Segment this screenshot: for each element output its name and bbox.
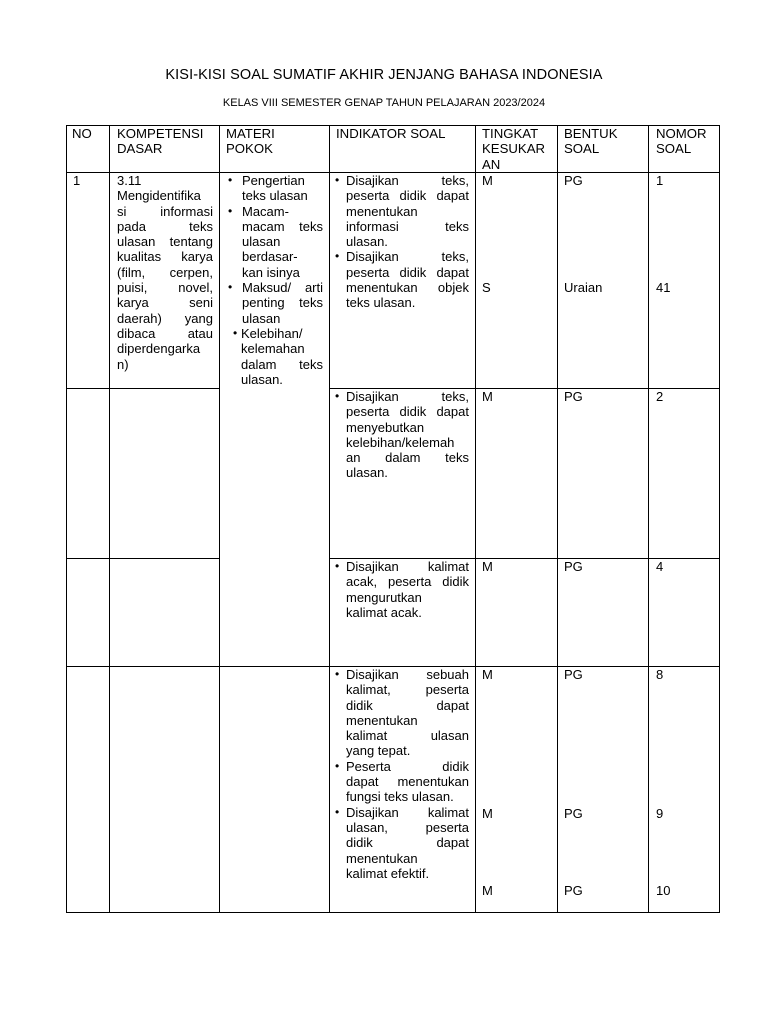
header-kompetensi-line: DASAR	[117, 141, 163, 157]
materi-item	[224, 326, 323, 387]
column-divider	[557, 125, 558, 913]
text-line: teks ulasan	[242, 188, 308, 204]
text-line: (film, cerpen,	[117, 264, 213, 280]
text-line: kan isinya	[242, 264, 300, 280]
bentuk-value: PG	[564, 806, 583, 821]
header-nomor-line: SOAL	[656, 141, 692, 157]
nomor-value: 10	[656, 883, 671, 898]
row2-indikator	[335, 389, 469, 481]
text-line: • Kelebihan/	[241, 325, 303, 341]
row4-indikator	[335, 667, 469, 881]
text-line: menyebutkan	[346, 419, 425, 435]
row1-bentuk	[564, 280, 602, 295]
tingkat-value: M	[482, 667, 493, 682]
text-line: puisi, novel,	[117, 280, 213, 296]
text-line: ulasan.	[346, 465, 388, 481]
row3-indikator	[335, 559, 469, 620]
indikator-item	[335, 805, 469, 881]
text-line: menentukan	[346, 203, 418, 219]
row2-bentuk	[564, 389, 583, 404]
indikator-item	[335, 173, 469, 249]
text-line: dalam teks	[241, 356, 323, 372]
nomor-value: 8	[656, 667, 664, 682]
text-line: ulasan.	[346, 234, 388, 250]
row1-indikator	[335, 173, 469, 311]
header-materi-pokok	[226, 126, 275, 157]
row4-tingkat	[482, 667, 493, 682]
row1-no	[73, 173, 80, 188]
text-line: peserta didik dapat	[346, 188, 469, 204]
text-line: didik dapat	[346, 697, 469, 713]
materi-item	[224, 204, 323, 280]
text-line: macam teks	[242, 218, 323, 234]
row4-bentuk	[564, 806, 583, 821]
document-title: KISI-KISI SOAL SUMATIF AKHIR JENJANG BAHASA INDONESIA	[165, 67, 603, 83]
text-line: Mengidentifika	[117, 188, 201, 204]
row1-nomor	[656, 173, 663, 188]
indikator-item	[335, 249, 469, 310]
header-nomor-line: NOMOR	[656, 126, 707, 141]
row4-tingkat	[482, 806, 493, 821]
text-line: penting teks	[242, 295, 323, 311]
text-line: dibaca atau	[117, 325, 213, 341]
bentuk-value: PG	[564, 667, 583, 682]
nomor-value: 9	[656, 806, 664, 821]
text-line: ulasan, peserta	[346, 819, 469, 835]
row-divider	[66, 558, 219, 559]
row2-tingkat	[482, 389, 493, 404]
column-divider	[109, 125, 110, 913]
text-line: mengurutkan	[346, 589, 422, 605]
row4-nomor	[656, 667, 663, 682]
text-line: kalimat, peserta	[346, 682, 469, 698]
text-line: • Peserta didik	[346, 758, 469, 774]
bentuk-value: PG	[564, 883, 583, 898]
text-line: kualitas karya	[117, 249, 213, 265]
nomor-value: 1	[656, 173, 664, 188]
kd-code: 3.11	[117, 173, 142, 188]
text-line: ulasan	[242, 234, 281, 250]
text-line: kalimat efektif.	[346, 865, 430, 881]
text-line: karya seni	[117, 295, 213, 311]
row3-nomor	[656, 559, 663, 574]
text-line: • Disajikan teks,	[346, 249, 469, 265]
header-no-text: NO	[72, 126, 92, 141]
row4-tingkat	[482, 883, 493, 898]
text-line: ulasan tentang	[117, 234, 213, 250]
text-line: pada teks	[117, 218, 213, 234]
text-line: • Disajikan sebuah	[346, 667, 469, 682]
materi-pokok-list	[224, 173, 323, 387]
text-line: an dalam teks	[346, 450, 469, 466]
header-tingkat-line: KESUKAR	[482, 141, 546, 157]
text-line: • Macam-	[242, 203, 289, 219]
text-line: acak, peserta didik	[346, 574, 469, 590]
column-divider	[719, 125, 720, 913]
indikator-item	[335, 667, 469, 759]
header-kompetensi-dasar	[117, 126, 203, 157]
text-line: didik dapat	[346, 835, 469, 851]
text-line: • Disajikan teks,	[346, 173, 469, 188]
row3-tingkat	[482, 559, 493, 574]
column-divider	[475, 125, 476, 913]
header-bentuk-line: BENTUK	[564, 126, 618, 141]
text-line: yang tepat.	[346, 743, 411, 759]
text-line: si informasi	[117, 203, 213, 219]
header-bentuk-line: SOAL	[564, 141, 600, 157]
column-divider	[329, 125, 330, 913]
text-line: kelebihan/kelemah	[346, 434, 455, 450]
row1-tingkat	[482, 280, 491, 295]
text-line: kalimat acak.	[346, 604, 422, 620]
header-tingkat-kesukaran	[482, 126, 545, 172]
kd-description	[117, 188, 213, 372]
indikator-item	[335, 759, 469, 805]
bentuk-value: Uraian	[564, 280, 603, 295]
materi-item	[224, 280, 323, 326]
nomor-value: 2	[656, 389, 664, 404]
tingkat-value: S	[482, 280, 491, 295]
row1-no-text: 1	[73, 173, 81, 188]
text-line: menentukan objek	[346, 280, 469, 296]
row4-bentuk	[564, 883, 583, 898]
row2-nomor	[656, 389, 663, 404]
text-line: • Disajikan kalimat	[346, 559, 469, 574]
header-tingkat-line: AN	[482, 156, 501, 172]
text-line: • Maksud/ arti	[242, 280, 323, 296]
header-tingkat-line: TINGKAT	[482, 126, 539, 141]
header-kompetensi-line: KOMPETENSI	[117, 126, 204, 141]
document-subtitle: KELAS VIII SEMESTER GENAP TAHUN PELAJARAN 2023/2024	[222, 97, 546, 109]
tingkat-value: M	[482, 883, 493, 898]
text-line: ulasan.	[241, 371, 283, 387]
header-materi-line: MATERI	[226, 126, 275, 141]
text-line: fungsi teks ulasan.	[346, 789, 454, 805]
text-line: kelemahan	[241, 341, 305, 357]
header-nomor-soal	[656, 126, 707, 157]
text-line: menentukan	[346, 850, 418, 866]
text-line: n)	[117, 356, 129, 372]
row4-nomor	[656, 883, 670, 898]
row1-kompetensi-dasar	[117, 173, 213, 372]
header-no	[72, 126, 92, 141]
column-divider	[219, 125, 220, 913]
materi-item	[224, 173, 323, 204]
tingkat-value: M	[482, 806, 493, 821]
text-line: • Disajikan kalimat	[346, 804, 469, 820]
indikator-item	[335, 559, 469, 620]
text-line: dapat menentukan	[346, 774, 469, 790]
row3-bentuk	[564, 559, 583, 574]
text-line: peserta didik dapat	[346, 264, 469, 280]
text-line: menentukan	[346, 712, 418, 728]
row-divider	[66, 388, 219, 389]
header-materi-line: POKOK	[226, 141, 273, 157]
header-bentuk-soal	[564, 126, 618, 157]
row4-bentuk	[564, 667, 583, 682]
indikator-item	[335, 389, 469, 481]
row1-tingkat	[482, 173, 493, 188]
text-line: diperdengarka	[117, 341, 201, 357]
text-line: teks ulasan.	[346, 295, 416, 311]
tingkat-value: M	[482, 389, 493, 404]
header-indikator-text: INDIKATOR SOAL	[336, 126, 446, 141]
table-border-bottom	[66, 912, 720, 913]
tingkat-value: M	[482, 559, 493, 574]
text-line: peserta didik dapat	[346, 404, 469, 420]
bentuk-value: PG	[564, 389, 583, 404]
text-line: daerah) yang	[117, 310, 213, 326]
row1-nomor	[656, 280, 670, 295]
bentuk-value: PG	[564, 173, 583, 188]
text-line: ulasan	[242, 310, 281, 326]
row4-nomor	[656, 806, 663, 821]
row1-bentuk	[564, 173, 583, 188]
nomor-value: 41	[656, 280, 671, 295]
bentuk-value: PG	[564, 559, 583, 574]
text-line: informasi teks	[346, 218, 469, 234]
column-divider	[648, 125, 649, 913]
nomor-value: 4	[656, 559, 664, 574]
text-line: kalimat ulasan	[346, 728, 469, 744]
text-line: berdasar-	[242, 249, 298, 265]
header-indikator-soal	[336, 126, 445, 141]
text-line: • Disajikan teks,	[346, 389, 469, 404]
tingkat-value: M	[482, 173, 493, 188]
text-line: • Pengertian	[242, 173, 305, 188]
column-divider	[66, 125, 67, 913]
